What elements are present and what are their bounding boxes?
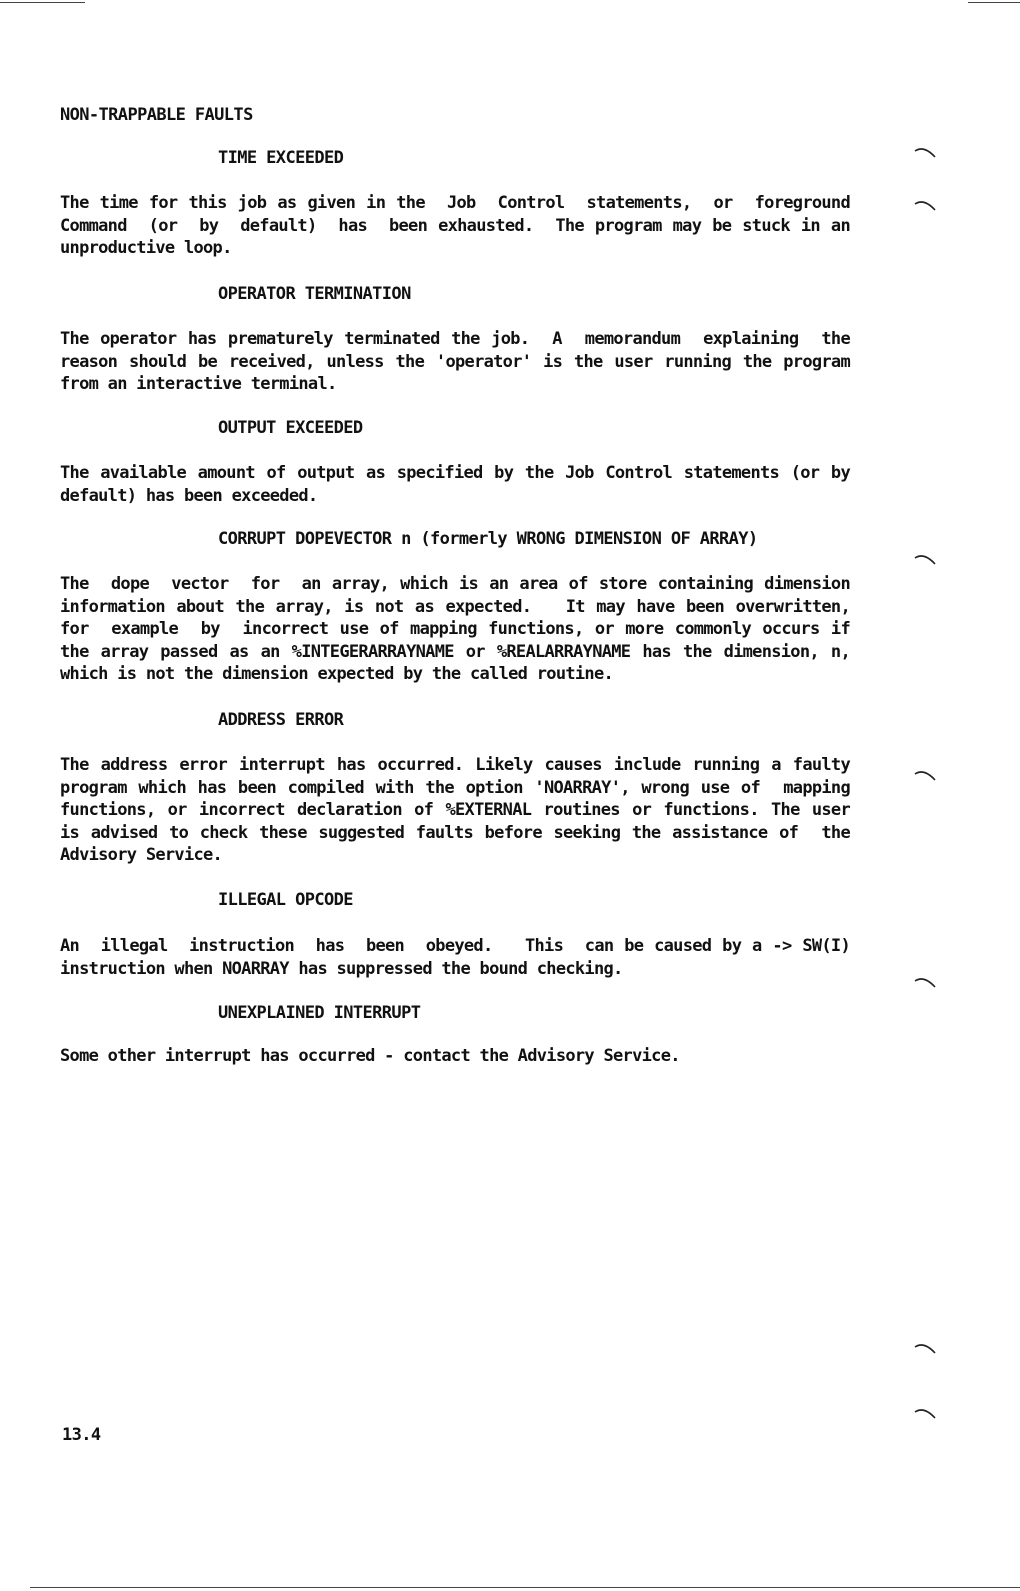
section-paragraph (60, 1045, 850, 1068)
section-title: OUTPUT EXCEEDED (218, 418, 363, 438)
paragraph-line: unproductive loop. (60, 238, 232, 258)
margin-mark-icon (914, 554, 936, 566)
margin-mark-icon (914, 770, 936, 782)
paragraph-line: for example by incorrect use of mapping functions, or more commonly occurs if (60, 619, 850, 639)
section-paragraph (60, 192, 850, 260)
section-paragraph (60, 462, 850, 507)
paragraph-line: information about the array, is not as expected. It may have been overwritten, (60, 596, 850, 617)
margin-mark-icon (914, 200, 936, 212)
section-title: ADDRESS ERROR (218, 710, 344, 730)
page-number: 13.4 (62, 1425, 101, 1445)
paragraph-line: Advisory Service. (60, 845, 223, 865)
section-title: UNEXPLAINED INTERRUPT (218, 1003, 421, 1023)
paragraph-line: instruction when NOARRAY has suppressed the bound checking. (60, 958, 623, 979)
section-paragraph (60, 573, 850, 686)
margin-mark-icon (914, 1408, 936, 1420)
paragraph-line: Some other interrupt has occurred - contact the Advisory Service. (60, 1046, 680, 1066)
section-title: CORRUPT DOPEVECTOR n (formerly WRONG DIMENSION OF ARRAY) (218, 529, 758, 549)
paragraph-line: default) has been exceeded. (60, 485, 318, 506)
paragraph-line: Command (or by default) has been exhausted. The program may be stuck in an (60, 215, 850, 236)
paragraph-line: the array passed as an %INTEGERARRAYNAME or %REALARRAYNAME has the dimension, n, (60, 641, 850, 662)
section-paragraph (60, 328, 850, 396)
paragraph-line: is advised to check these suggested faults before seeking the assistance of the (60, 822, 850, 843)
section-title: OPERATOR TERMINATION (218, 284, 411, 304)
paragraph-line: The address error interrupt has occurred. Likely causes include running a faulty (60, 755, 850, 775)
bottom-scan-line (30, 1587, 1020, 1588)
paragraph-line: program which has been compiled with the option 'NOARRAY', wrong use of mapping (60, 777, 850, 798)
paragraph-line: An illegal instruction has been obeyed. This can be caused by a -> SW(I) (60, 936, 850, 956)
section-title: ILLEGAL OPCODE (218, 890, 353, 910)
top-right-scan-line (968, 2, 1020, 3)
paragraph-line: The operator has prematurely terminated the job. A memorandum explaining the (60, 329, 850, 349)
paragraph-line: The available amount of output as specified by the Job Control statements (or by (60, 463, 850, 483)
top-left-scan-line (0, 2, 85, 3)
paragraph-line: The dope vector for an array, which is an area of store containing dimension (60, 574, 850, 594)
section-paragraph (60, 754, 850, 867)
paragraph-line: The time for this job as given in the Job Control statements, or foreground (60, 193, 850, 213)
margin-mark-icon (914, 1343, 936, 1355)
paragraph-line: which is not the dimension expected by the called routine. (60, 664, 614, 684)
margin-mark-icon (914, 147, 936, 159)
paragraph-line: functions, or incorrect declaration of %EXTERNAL routines or functions. The user (60, 800, 850, 820)
section-title: TIME EXCEEDED (218, 148, 344, 168)
paragraph-line: reason should be received, unless the 'operator' is the user running the program (60, 351, 850, 372)
page-heading: NON-TRAPPABLE FAULTS (60, 105, 253, 125)
margin-mark-icon (914, 977, 936, 989)
paragraph-line: from an interactive terminal. (60, 374, 337, 394)
section-paragraph (60, 935, 850, 980)
